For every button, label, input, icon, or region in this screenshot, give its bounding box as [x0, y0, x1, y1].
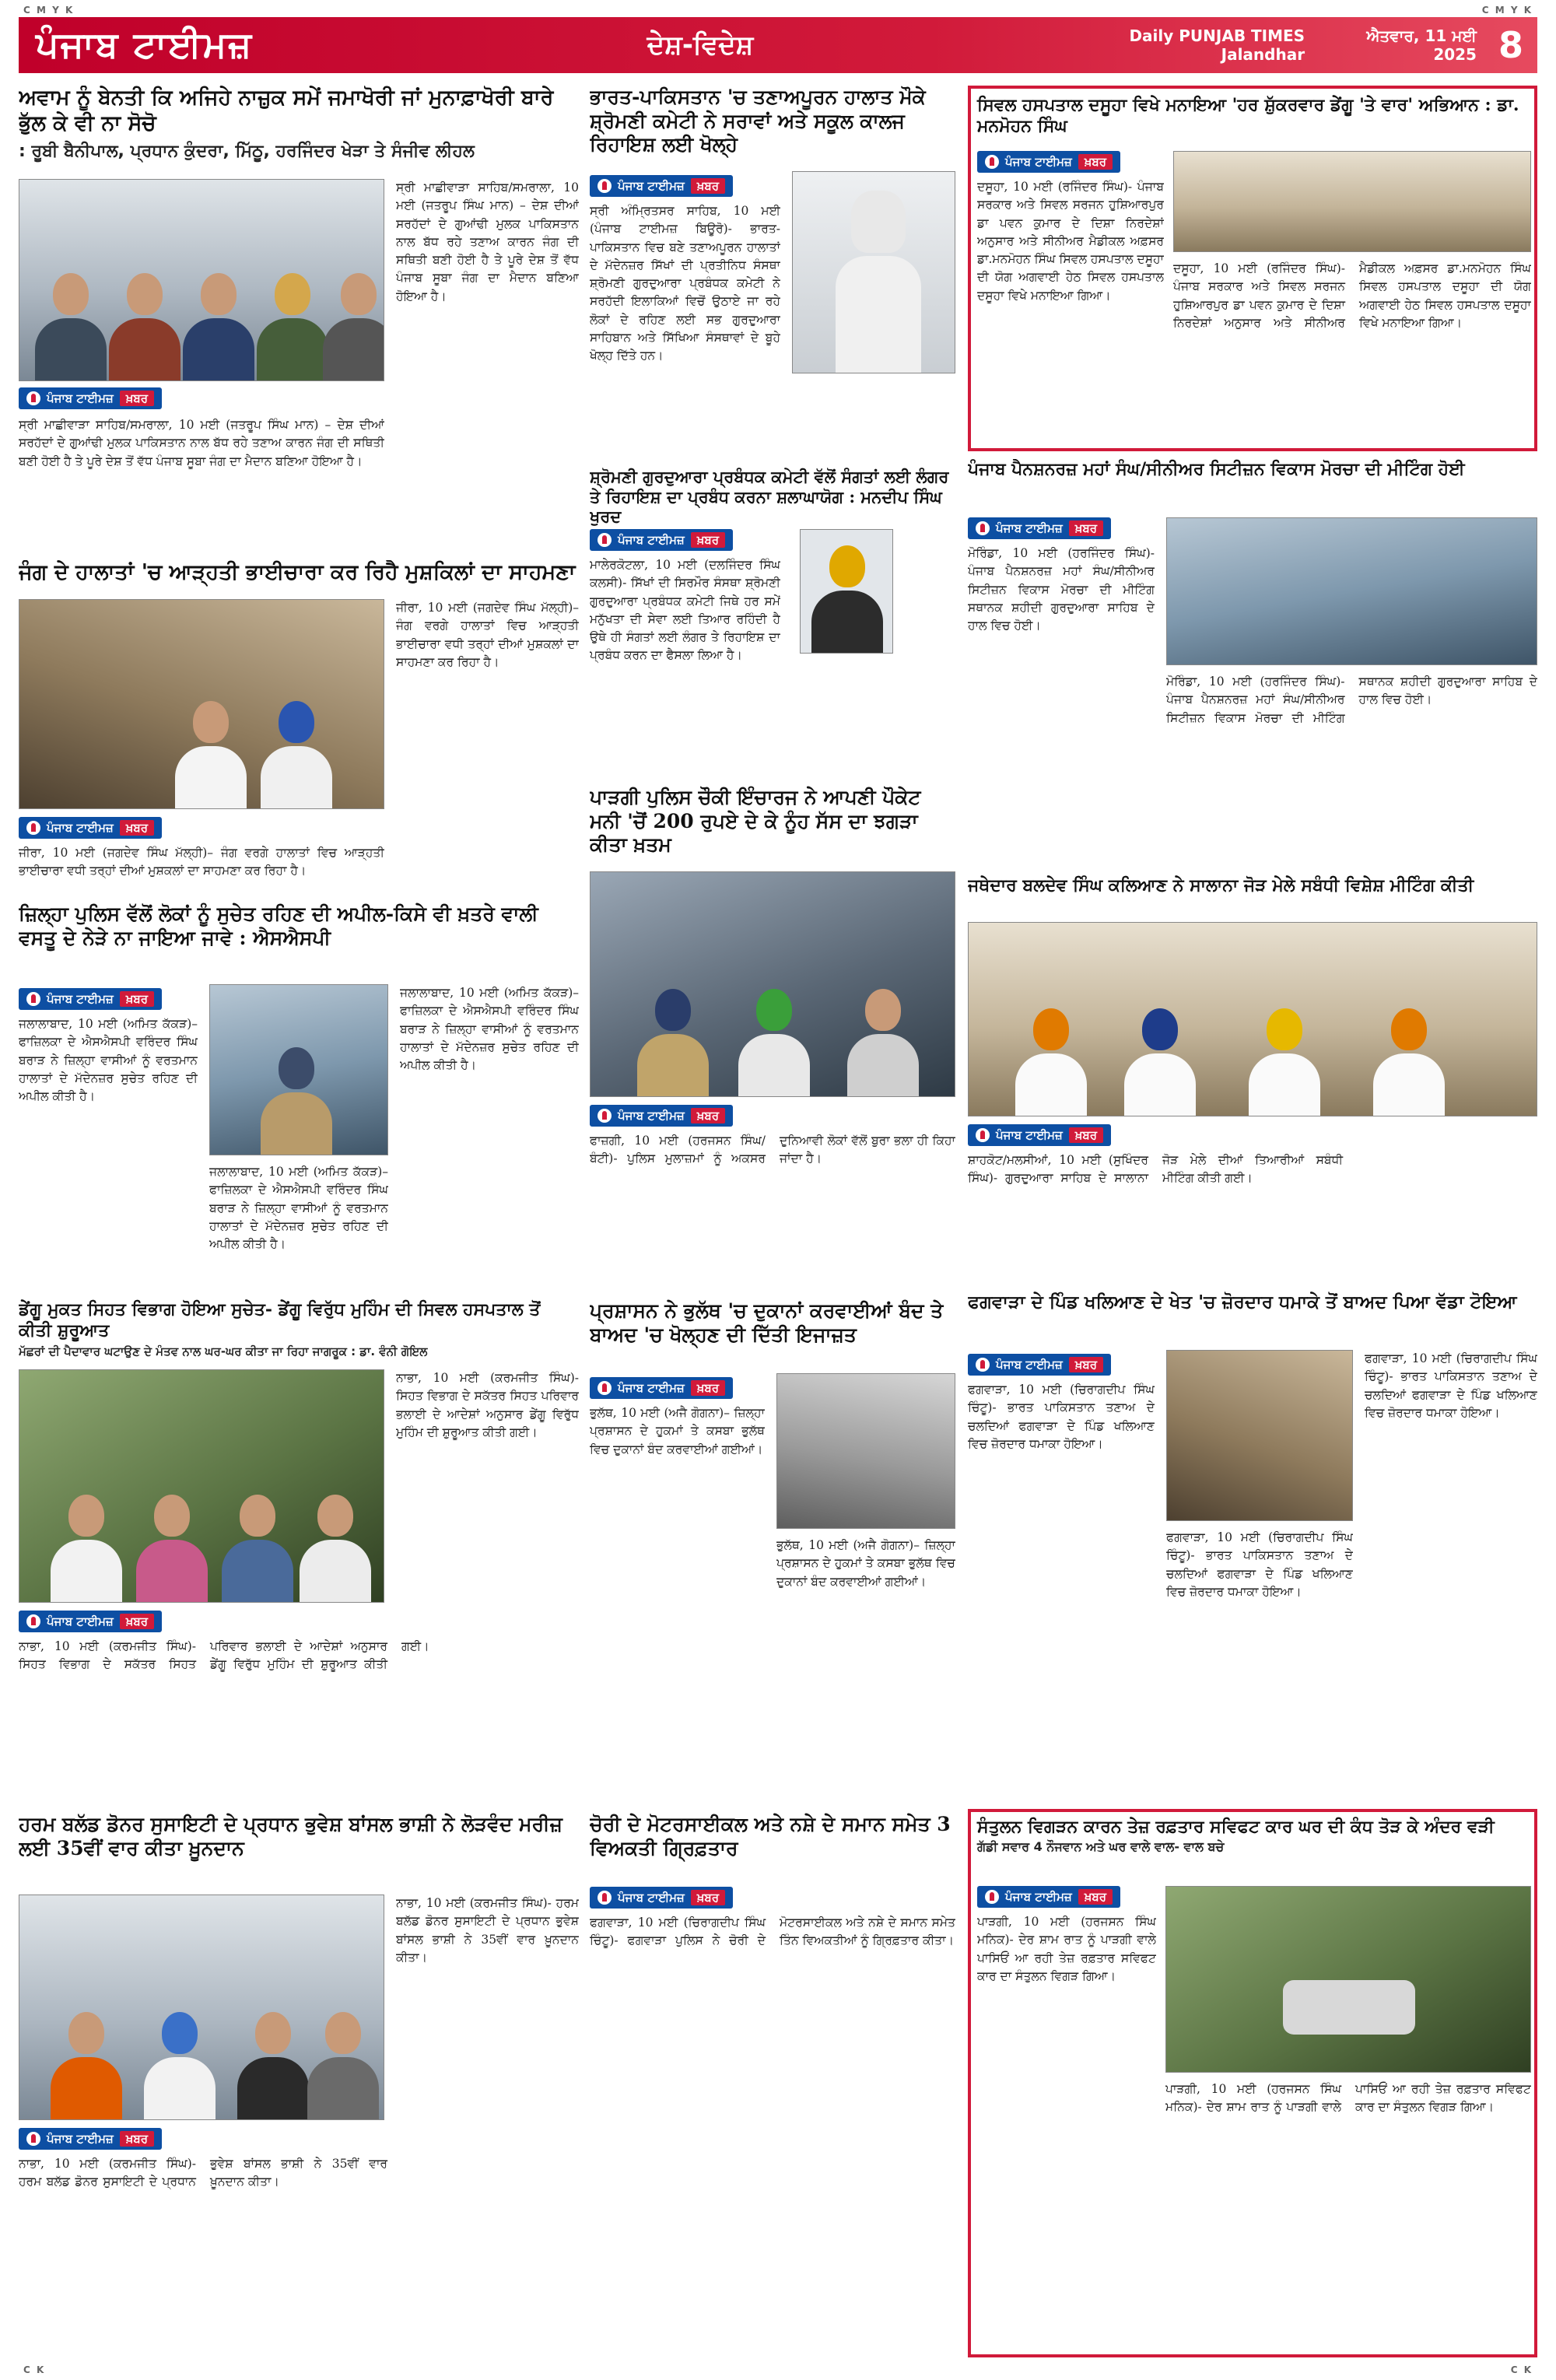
article-byline: ਪੰਜਾਬ ਟਾਈਮਜ਼ ਖ਼ਬਰ	[19, 1611, 162, 1632]
article-headline: ਪਾੜਗੀ ਪੁਲਿਸ ਚੌਕੀ ਇੰਚਾਰਜ ਨੇ ਆਪਣੀ ਪੌਕੇਟ ਮਨੀ 'ਚੋਂ 200 ਰੁਪਏ ਦੇ ਕੇ ਨੂੰਹ ਸੱਸ ਦਾ ਝਗੜਾ ਕੀਤਾ ਖ਼ਤਮ	[590, 786, 921, 856]
article-byline: ਪੰਜਾਬ ਟਾਈਮਜ਼ ਖ਼ਬਰ	[968, 1124, 1111, 1146]
article-body: ਸ੍ਰੀ ਅੰਮ੍ਰਿਤਸਰ ਸਾਹਿਬ, 10 ਮਈ (ਪੰਜਾਬ ਟਾਈਮਜ਼ ਬਿਊਰੋ)- ਭਾਰਤ-ਪਾਕਿਸਤਾਨ ਵਿਚ ਬਣੇ ਤਣਾਅਪੂਰਨ ਹਾਲਾਤਾਂ ਦੇ ਮੱਦੇਨਜ਼ਰ ਸਿੱਖਾਂ ਦੀ ਪ੍ਰਤੀਨਿਧ ਸੰਸਥਾ ਸ਼੍ਰੋਮਣੀ ਗੁਰਦੁਆਰਾ ਪ੍ਰਬੰਧਕ ਕਮੇਟੀ ਨੇ ਸਰਹੱਦੀ ਇਲਾਕਿਆਂ ਵਿਚੋਂ ਉਠਾਏ ਜਾ ਰਹੇ ਲੋਕਾਂ ਦੇ ਰਹਿਣ ਲਈ ਸਭ ਗੁਰਦੁਆਰਾ ਸਾਹਿਬਾਨ ਅਤੇ ਸਿੱਖਿਆ ਸੰਸਥਾਵਾਂ ਦੇ ਬੂਹੇ ਖੋਲ੍ਹ ਦਿੱਤੇ ਹਨ।	[590, 204, 780, 363]
article-byline: ਪੰਜਾਬ ਟਾਈਮਜ਼ ਖ਼ਬਰ	[590, 175, 733, 197]
article-body: ਜਲਾਲਾਬਾਦ, 10 ਮਈ (ਅਮਿਤ ਕੱਕੜ)– ਫਾਜ਼ਿਲਕਾ ਦੇ ਐਸਐਸਪੀ ਵਰਿੰਦਰ ਸਿੰਘ ਬਰਾੜ ਨੇ ਜ਼ਿਲ੍ਹਾ ਵਾਸੀਆਂ ਨੂੰ ਵਰਤਮਾਨ ਹਾਲਾਤਾਂ ਦੇ ਮੱਦੇਨਜ਼ਰ ਸੁਚੇਤ ਰਹਿਣ ਦੀ ਅਪੀਲ ਕੀਤੀ ਹੈ।	[19, 1017, 198, 1103]
lamp-icon	[26, 821, 40, 835]
article-byline: ਪੰਜਾਬ ਟਾਈਮਜ਼ ਖ਼ਬਰ	[590, 529, 733, 551]
article-hoarding-appeal	[19, 86, 579, 552]
article-body: ਮਾਲੇਰਕੋਟਲਾ, 10 ਮਈ (ਦਲਜਿੰਦਰ ਸਿੰਘ ਕਲਸੀ)- ਸਿੱਖਾਂ ਦੀ ਸਿਰਮੌਰ ਸੰਸਥਾ ਸ਼੍ਰੋਮਣੀ ਗੁਰਦੁਆਰਾ ਪ੍ਰਬੰਧਕ ਕਮੇਟੀ ਜਿਥੇ ਹਰ ਸਮੇਂ ਮਨੁੱਖਤਾ ਦੀ ਸੇਵਾ ਲਈ ਤਿਆਰ ਰਹਿੰਦੀ ਹੈ ਉਥੇ ਹੀ ਸੰਗਤਾਂ ਲਈ ਲੰਗਰ ਤੇ ਰਿਹਾਇਸ਼ ਦਾ ਪ੍ਰਬੰਧ ਕਰਨ ਦਾ ਫੈਸਲਾ ਲਿਆ ਹੈ।	[590, 558, 780, 663]
lamp-icon	[598, 1381, 612, 1395]
article-body-column: ਭੁਲੱਥ, 10 ਮਈ (ਅਜੈ ਗੋਗਨਾ)– ਜ਼ਿਲ੍ਹਾ ਪ੍ਰਸ਼ਾਸਨ ਦੇ ਹੁਕਮਾਂ ਤੇ ਕਸਬਾ ਭੁਲੱਥ ਵਿਚ ਦੁਕਾਨਾਂ ਬੰਦ ਕਰਵਾਈਆਂ ਗਈਆਂ।	[776, 1538, 955, 1589]
page-number: 8	[1498, 24, 1523, 66]
lamp-icon	[976, 521, 990, 535]
article-body-column-2: ਜਲਾਲਾਬਾਦ, 10 ਮਈ (ਅਮਿਤ ਕੱਕੜ)– ਫਾਜ਼ਿਲਕਾ ਦੇ ਐਸਐਸਪੀ ਵਰਿੰਦਰ ਸਿੰਘ ਬਰਾੜ ਨੇ ਜ਼ਿਲ੍ਹਾ ਵਾਸੀਆਂ ਨੂੰ ਵਰਤਮਾਨ ਹਾਲਾਤਾਂ ਦੇ ਮੱਦੇਨਜ਼ਰ ਸੁਚੇਤ ਰਹਿਣ ਦੀ ਅਪੀਲ ਕੀਤੀ ਹੈ।	[400, 986, 579, 1072]
article-headline: ਸਿਵਲ ਹਸਪਤਾਲ ਦਸੂਹਾ ਵਿਖੇ ਮਨਾਇਆ 'ਹਰ ਸ਼ੁੱਕਰਵਾਰ ਡੇਂਗੂ 'ਤੇ ਵਾਰ' ਅਭਿਆਨ : ਡਾ. ਮਨਮੋਹਨ ਸਿੰਘ	[977, 95, 1519, 136]
article-photo	[590, 871, 955, 1097]
article-body: ਸ੍ਰੀ ਮਾਛੀਵਾੜਾ ਸਾਹਿਬ/ਸਮਰਾਲਾ, 10 ਮਈ (ਜਤਰੂਪ ਸਿੰਘ ਮਾਨ) – ਦੇਸ਼ ਦੀਆਂ ਸਰਹੱਦਾਂ ਦੇ ਗੁਆਂਢੀ ਮੁਲਕ ਪਾਕਿਸਤਾਨ ਨਾਲ ਬੱਧ ਰਹੇ ਤਣਾਅ ਕਾਰਨ ਜੰਗ ਦੀ ਸਥਿਤੀ ਬਣੀ ਹੋਈ ਹੈ ਤੇ ਪੂਰੇ ਦੇਸ਼ ਤੋਂ ਵੱਧ ਪੰਜਾਬ ਸੂਬਾ ਜੰਗ ਦਾ ਮੈਦਾਨ ਬਣਿਆ ਹੋਇਆ ਹੈ।	[19, 418, 384, 468]
article-headline: ਸੰਤੁਲਨ ਵਿਗੜਨ ਕਾਰਨ ਤੇਜ਼ ਰਫ਼ਤਾਰ ਸਵਿਫਟ ਕਾਰ ਘਰ ਦੀ ਕੰਧ ਤੋੜ ਕੇ ਅੰਦਰ ਵੜੀ	[977, 1817, 1495, 1837]
lamp-icon	[598, 1891, 612, 1905]
newspaper-logo: ਪੰਜਾਬ ਟਾਈਮਜ਼	[36, 23, 254, 65]
article-photo	[776, 1373, 955, 1529]
lamp-icon	[985, 155, 999, 169]
registration-mark-top-right: C M Y K	[1481, 5, 1533, 16]
masthead-meta	[1055, 24, 1537, 66]
article-headline: ਫਗਵਾੜਾ ਦੇ ਪਿੰਡ ਖਲਿਆਣ ਦੇ ਖੇਤ 'ਚ ਜ਼ੋਰਦਾਰ ਧਮਾਕੇ ਤੋਂ ਬਾਅਦ ਪਿਆ ਵੱਡਾ ਟੋਇਆ	[968, 1292, 1517, 1313]
article-byline: ਪੰਜਾਬ ਟਾਈਮਜ਼ ਖ਼ਬਰ	[19, 988, 162, 1010]
masthead	[19, 17, 1537, 73]
lamp-icon	[26, 1614, 40, 1628]
article-sgpc-shelters	[590, 86, 955, 459]
article-dengue-friday	[968, 86, 1537, 451]
article-body: ਭੁਲੱਥ, 10 ਮਈ (ਅਜੈ ਗੋਗਨਾ)– ਜ਼ਿਲ੍ਹਾ ਪ੍ਰਸ਼ਾਸਨ ਦੇ ਹੁਕਮਾਂ ਤੇ ਕਸਬਾ ਭੁਲੱਥ ਵਿਚ ਦੁਕਾਨਾਂ ਬੰਦ ਕਰਵਾਈਆਂ ਗਈਆਂ।	[590, 1406, 765, 1456]
article-subhead: ਗੱਡੀ ਸਵਾਰ 4 ਨੌਜਵਾਨ ਅਤੇ ਘਰ ਵਾਲੇ ਵਾਲ- ਵਾਲ ਬਚੇ	[977, 1838, 1225, 1854]
article-pensioners-meeting	[968, 459, 1537, 864]
article-headline: ਸ਼੍ਰੋਮਣੀ ਗੁਰਦੁਆਰਾ ਪ੍ਰਬੰਧਕ ਕਮੇਟੀ ਵੱਲੋਂ ਸੰਗਤਾਂ ਲਈ ਲੰਗਰ ਤੇ ਰਿਹਾਇਸ਼ ਦਾ ਪ੍ਰਬੰਧ ਕਰਨਾ ਸ਼ਲਾਘਾਯੋਗ : ਮਨਦੀਪ ਸਿੰਘ ਖੁਰਦ	[590, 467, 949, 527]
article-byline: ਪੰਜਾਬ ਟਾਈਮਜ਼ ਖ਼ਬਰ	[19, 2128, 162, 2150]
article-body: ਦਸੂਹਾ, 10 ਮਈ (ਰਜਿੰਦਰ ਸਿੰਘ)- ਪੰਜਾਬ ਸਰਕਾਰ ਅਤੇ ਸਿਵਲ ਸਰਜਨ ਹੁਸ਼ਿਆਰਪੁਰ ਡਾ ਪਵਨ ਕੁਮਾਰ ਦੇ ਦਿਸ਼ਾ ਨਿਰਦੇਸ਼ਾਂ ਅਨੁਸਾਰ ਅਤੇ ਸੀਨੀਅਰ ਮੈਡੀਕਲ ਅਫ਼ਸਰ ਡਾ.ਮਨਮੋਹਨ ਸਿੰਘ ਸਿਵਲ ਹਸਪਤਾਲ ਦਸੂਹਾ ਦੀ ਯੋਗ ਅਗਵਾਈ ਹੇਠ ਸਿਵਲ ਹਸਪਤਾਲ ਦਸੂਹਾ ਵਿਖੇ ਮਨਾਇਆ ਗਿਆ।	[977, 180, 1164, 303]
article-swift-car-accident	[968, 1809, 1537, 2357]
article-photo	[800, 529, 893, 654]
article-subhead: : ਰੂਬੀ ਬੈਨੀਪਾਲ, ਪ੍ਰਧਾਨ ਕੁੰਦਰਾ, ਮਿੱਠੂ, ਹਰਜਿੰਦਰ ਖੇੜਾ ਤੇ ਸੰਜੀਵ ਲੀਹਲ	[19, 141, 475, 161]
article-stolen-motorcycle	[590, 1813, 955, 2357]
lamp-icon	[598, 179, 612, 193]
article-body-column-2: ਫਗਵਾੜਾ, 10 ਮਈ (ਚਿਰਾਗਦੀਪ ਸਿੰਘ ਚਿੰਟੂ)- ਭਾਰਤ ਪਾਕਿਸਤਾਨ ਤਣਾਅ ਦੇ ਚਲਦਿਆਂ ਫਗਵਾੜਾ ਦੇ ਪਿੰਡ ਖਲਿਆਣ ਵਿਚ ਜ਼ੋਰਦਾਰ ਧਮਾਕਾ ਹੋਇਆ।	[1166, 1530, 1353, 1599]
article-blood-donation	[19, 1813, 579, 2357]
article-photo	[1166, 1350, 1353, 1521]
article-dengue-campaign	[19, 1299, 579, 1797]
registration-mark-top-left: C M Y K	[23, 5, 75, 16]
article-photo	[19, 599, 384, 809]
article-headline: ਪ੍ਰਸ਼ਾਸਨ ਨੇ ਭੁਲੱਥ 'ਚ ਦੁਕਾਨਾਂ ਕਰਵਾਈਆਂ ਬੰਦ ਤੇ ਬਾਅਦ 'ਚ ਖੋਲ੍ਹਣ ਦੀ ਦਿੱਤੀ ਇਜਾਜ਼ਤ	[590, 1299, 944, 1346]
lamp-icon	[976, 1358, 990, 1372]
lamp-icon	[976, 1128, 990, 1142]
article-headline: ਹਰਮ ਬਲੱਡ ਡੋਨਰ ਸੁਸਾਇਟੀ ਦੇ ਪ੍ਰਧਾਨ ਭੁਵੇਸ਼ ਬਾਂਸਲ ਭਾਸ਼ੀ ਨੇ ਲੋੜਵੰਦ ਮਰੀਜ਼ ਲਈ 35ਵੀਂ ਵਾਰ ਕੀਤਾ ਖ਼ੂਨਦਾਨ	[19, 1813, 562, 1859]
article-byline: ਪੰਜਾਬ ਟਾਈਮਜ਼ ਖ਼ਬਰ	[590, 1377, 733, 1399]
paper-name: Daily PUNJAB TIMES Jalandhar	[1129, 26, 1305, 64]
article-headline: ਪੰਜਾਬ ਪੈਨਸ਼ਨਰਜ਼ ਮਹਾਂ ਸੰਘ/ਸੀਨੀਅਰ ਸਿਟੀਜ਼ਨ ਵਿਕਾਸ ਮੋਰਚਾ ਦੀ ਮੀਟਿੰਗ ਹੋਈ	[968, 459, 1465, 479]
lamp-icon	[985, 1890, 999, 1904]
article-byline: ਪੰਜਾਬ ਟਾਈਮਜ਼ ਖ਼ਬਰ	[968, 1354, 1111, 1376]
article-headline: ਅਵਾਮ ਨੂੰ ਬੇਨਤੀ ਕਿ ਅਜਿਹੇ ਨਾਜ਼ੁਕ ਸਮੇਂ ਜਮਾਖੋਰੀ ਜਾਂ ਮੁਨਾਫ਼ਾਖੋਰੀ ਬਾਰੇ ਭੁੱਲ ਕੇ ਵੀ ਨਾ ਸੋਚੋ	[19, 86, 554, 135]
section-title: ਦੇਸ਼-ਵਿਦੇਸ਼	[647, 30, 754, 61]
article-body-column: ਜਲਾਲਾਬਾਦ, 10 ਮਈ (ਅਮਿਤ ਕੱਕੜ)– ਫਾਜ਼ਿਲਕਾ ਦੇ ਐਸਐਸਪੀ ਵਰਿੰਦਰ ਸਿੰਘ ਬਰਾੜ ਨੇ ਜ਼ਿਲ੍ਹਾ ਵਾਸੀਆਂ ਨੂੰ ਵਰਤਮਾਨ ਹਾਲਾਤਾਂ ਦੇ ਮੱਦੇਨਜ਼ਰ ਸੁਚੇਤ ਰਹਿਣ ਦੀ ਅਪੀਲ ਕੀਤੀ ਹੈ।	[209, 1165, 388, 1251]
article-body: ਫਗਵਾੜਾ, 10 ਮਈ (ਚਿਰਾਗਦੀਪ ਸਿੰਘ ਚਿੰਟੂ)- ਭਾਰਤ ਪਾਕਿਸਤਾਨ ਤਣਾਅ ਦੇ ਚਲਦਿਆਂ ਫਗਵਾੜਾ ਦੇ ਪਿੰਡ ਖਲਿਆਣ ਵਿਚ ਜ਼ੋਰਦਾਰ ਧਮਾਕਾ ਹੋਇਆ।	[968, 1383, 1155, 1451]
article-photo	[19, 1369, 384, 1603]
article-headline: ਚੋਰੀ ਦੇ ਮੋਟਰਸਾਈਕਲ ਅਤੇ ਨਸ਼ੇ ਦੇ ਸਮਾਨ ਸਮੇਤ 3 ਵਿਅਕਤੀ ਗ੍ਰਿਫ਼ਤਾਰ	[590, 1813, 951, 1859]
article-body-column: ਨਾਭਾ, 10 ਮਈ (ਕਰਮਜੀਤ ਸਿੰਘ)- ਹਰਮ ਬਲੱਡ ਡੋਨਰ ਸੁਸਾਇਟੀ ਦੇ ਪ੍ਰਧਾਨ ਭੁਵੇਸ਼ ਬਾਂਸਲ ਭਾਸ਼ੀ ਨੇ 35ਵੀਂ ਵਾਰ ਖ਼ੂਨਦਾਨ ਕੀਤਾ।	[396, 1896, 579, 1965]
article-photo	[968, 922, 1537, 1116]
article-photo	[1166, 517, 1537, 665]
article-jor-mela-meeting	[968, 875, 1537, 1280]
article-photo	[1173, 151, 1531, 252]
article-body: ਪਾੜਗੀ, 10 ਮਈ (ਹਰਜਸਨ ਸਿੰਘ ਮਨਿਕ)- ਦੇਰ ਸ਼ਾਮ ਰਾਤ ਨੂੰ ਪਾੜਗੀ ਵਾਲੇ ਪਾਸਿਓਂ ਆ ਰਹੀ ਤੇਜ਼ ਰਫ਼ਤਾਰ ਸਵਿਫਟ ਕਾਰ ਦਾ ਸੰਤੁਲਨ ਵਿਗੜ ਗਿਆ।	[977, 1915, 1156, 1983]
article-body: ਨਾਭਾ, 10 ਮਈ (ਕਰਮਜੀਤ ਸਿੰਘ)- ਹਰਮ ਬਲੱਡ ਡੋਨਰ ਸੁਸਾਇਟੀ ਦੇ ਪ੍ਰਧਾਨ ਭੁਵੇਸ਼ ਬਾਂਸਲ ਭਾਸ਼ੀ ਨੇ 35ਵੀਂ ਵਾਰ ਖ਼ੂਨਦਾਨ ਕੀਤਾ।	[19, 2157, 387, 2189]
article-subhead: ਮੱਛਰਾਂ ਦੀ ਪੈਦਾਵਾਰ ਘਟਾਉਣ ਦੇ ਮੰਤਵ ਨਾਲ ਘਰ-ਘਰ ਕੀਤਾ ਜਾ ਰਿਹਾ ਜਾਗਰੂਕ : ਡਾ. ਵੰਨੀ ਗੋਇਲ	[19, 1344, 428, 1358]
registration-mark-bottom-left: C K	[23, 2364, 46, 2375]
lamp-icon	[26, 2132, 40, 2146]
lamp-icon	[26, 992, 40, 1006]
article-body: ਨਾਭਾ, 10 ਮਈ (ਕਰਮਜੀਤ ਸਿੰਘ)- ਸਿਹਤ ਵਿਭਾਗ ਦੇ ਸਕੱਤਰ ਸਿਹਤ ਪਰਿਵਾਰ ਭਲਾਈ ਦੇ ਆਦੇਸ਼ਾਂ ਅਨੁਸਾਰ ਡੇਂਗੂ ਵਿਰੁੱਧ ਮੁਹਿੰਮ ਦੀ ਸ਼ੁਰੂਆਤ ਕੀਤੀ ਗਈ।	[19, 1639, 429, 1672]
article-headline: ਭਾਰਤ-ਪਾਕਿਸਤਾਨ 'ਚ ਤਣਾਅਪੂਰਨ ਹਾਲਾਤ ਮੌਕੇ ਸ਼੍ਰੋਮਣੀ ਕਮੇਟੀ ਨੇ ਸਰਾਵਾਂ ਅਤੇ ਸਕੂਲ ਕਾਲਜ ਰਿਹਾਇਸ਼ ਲਈ ਖੋਲ੍ਹੇ	[590, 86, 926, 156]
article-byline: ਪੰਜਾਬ ਟਾਈਮਜ਼ ਖ਼ਬਰ	[977, 1886, 1120, 1908]
article-body-column: ਦਸੂਹਾ, 10 ਮਈ (ਰਜਿੰਦਰ ਸਿੰਘ)- ਪੰਜਾਬ ਸਰਕਾਰ ਅਤੇ ਸਿਵਲ ਸਰਜਨ ਹੁਸ਼ਿਆਰਪੁਰ ਡਾ ਪਵਨ ਕੁਮਾਰ ਦੇ ਦਿਸ਼ਾ ਨਿਰਦੇਸ਼ਾਂ ਅਨੁਸਾਰ ਅਤੇ ਸੀਨੀਅਰ ਮੈਡੀਕਲ ਅਫ਼ਸਰ ਡਾ.ਮਨਮੋਹਨ ਸਿੰਘ ਸਿਵਲ ਹਸਪਤਾਲ ਦਸੂਹਾ ਦੀ ਯੋਗ ਅਗਵਾਈ ਹੇਠ ਸਿਵਲ ਹਸਪਤਾਲ ਦਸੂਹਾ ਵਿਖੇ ਮਨਾਇਆ ਗਿਆ।	[1173, 261, 1531, 330]
article-body: ਸ਼ਾਹਕੋਟ/ਮਲਸੀਆਂ, 10 ਮਈ (ਸੁਖਿੰਦਰ ਸਿੰਘ)- ਗੁਰਦੁਆਰਾ ਸਾਹਿਬ ਦੇ ਸਾਲਾਨਾ ਜੋੜ ਮੇਲੇ ਦੀਆਂ ਤਿਆਰੀਆਂ ਸਬੰਧੀ ਮੀਟਿੰਗ ਕੀਤੀ ਗਈ।	[968, 1153, 1343, 1186]
lamp-icon	[598, 533, 612, 547]
article-body-column: ਸ੍ਰੀ ਮਾਛੀਵਾੜਾ ਸਾਹਿਬ/ਸਮਰਾਲਾ, 10 ਮਈ (ਜਤਰੂਪ ਸਿੰਘ ਮਾਨ) – ਦੇਸ਼ ਦੀਆਂ ਸਰਹੱਦਾਂ ਦੇ ਗੁਆਂਢੀ ਮੁਲਕ ਪਾਕਿਸਤਾਨ ਨਾਲ ਬੱਧ ਰਹੇ ਤਣਾਅ ਕਾਰਨ ਜੰਗ ਦੀ ਸਥਿਤੀ ਬਣੀ ਹੋਈ ਹੈ ਤੇ ਪੂਰੇ ਦੇਸ਼ ਤੋਂ ਵੱਧ ਪੰਜਾਬ ਸੂਬਾ ਜੰਗ ਦਾ ਮੈਦਾਨ ਬਣਿਆ ਹੋਇਆ ਹੈ।	[396, 181, 579, 303]
article-byline: ਪੰਜਾਬ ਟਾਈਮਜ਼ ਖ਼ਬਰ	[590, 1887, 733, 1909]
article-body: ਜੀਰਾ, 10 ਮਈ (ਜਗਦੇਵ ਸਿੰਘ ਮੱਲ੍ਹੀ)– ਜੰਗ ਵਰਗੇ ਹਾਲਾਤਾਂ ਵਿਚ ਆੜ੍ਹਤੀ ਭਾਈਚਾਰਾ ਵਧੀ ਤਰ੍ਹਾਂ ਦੀਆਂ ਮੁਸ਼ਕਲਾਂ ਦਾ ਸਾਹਮਣਾ ਕਰ ਰਿਹਾ ਹੈ।	[19, 846, 384, 878]
issue-date: ਐਤਵਾਰ, 11 ਮਈ 2025	[1366, 26, 1477, 64]
article-body: ਮੋਰਿੰਡਾ, 10 ਮਈ (ਹਰਜਿੰਦਰ ਸਿੰਘ)- ਪੰਜਾਬ ਪੈਨਸ਼ਨਰਜ਼ ਮਹਾਂ ਸੰਘ/ਸੀਨੀਅਰ ਸਿਟੀਜ਼ਨ ਵਿਕਾਸ ਮੋਰਚਾ ਦੀ ਮੀਟਿੰਗ ਸਥਾਨਕ ਸ਼ਹੀਦੀ ਗੁਰਦੁਆਰਾ ਸਾਹਿਬ ਦੇ ਹਾਲ ਵਿਚ ਹੋਈ।	[968, 546, 1155, 633]
article-body-column: ਫਗਵਾੜਾ, 10 ਮਈ (ਚਿਰਾਗਦੀਪ ਸਿੰਘ ਚਿੰਟੂ)- ਭਾਰਤ ਪਾਕਿਸਤਾਨ ਤਣਾਅ ਦੇ ਚਲਦਿਆਂ ਫਗਵਾੜਾ ਦੇ ਪਿੰਡ ਖਲਿਆਣ ਵਿਚ ਜ਼ੋਰਦਾਰ ਧਮਾਕਾ ਹੋਇਆ।	[1365, 1351, 1537, 1420]
article-photo	[19, 179, 384, 381]
article-body-column: ਪਾੜਗੀ, 10 ਮਈ (ਹਰਜਸਨ ਸਿੰਘ ਮਨਿਕ)- ਦੇਰ ਸ਼ਾਮ ਰਾਤ ਨੂੰ ਪਾੜਗੀ ਵਾਲੇ ਪਾਸਿਓਂ ਆ ਰਹੀ ਤੇਜ਼ ਰਫ਼ਤਾਰ ਸਵਿਫਟ ਕਾਰ ਦਾ ਸੰਤੁਲਨ ਵਿਗੜ ਗਿਆ।	[1165, 2082, 1531, 2115]
article-headline: ਜਥੇਦਾਰ ਬਲਦੇਵ ਸਿੰਘ ਕਲਿਆਣ ਨੇ ਸਾਲਾਨਾ ਜੋੜ ਮੇਲੇ ਸਬੰਧੀ ਵਿਸ਼ੇਸ਼ ਮੀਟਿੰਗ ਕੀਤੀ	[968, 875, 1474, 896]
article-photo	[19, 1895, 384, 2120]
article-arhtiya-difficulties	[19, 560, 579, 887]
article-langar-arrangements	[590, 467, 955, 778]
article-byline: ਪੰਜਾਬ ਟਾਈਮਜ਼ ਖ਼ਬਰ	[19, 817, 162, 839]
lamp-icon	[598, 1109, 612, 1123]
article-byline: ਪੰਜਾਬ ਟਾਈਮਜ਼ ਖ਼ਬਰ	[977, 151, 1120, 173]
article-headline: ਜ਼ਿਲ੍ਹਾ ਪੁਲਿਸ ਵੱਲੋਂ ਲੋਕਾਂ ਨੂੰ ਸੁਚੇਤ ਰਹਿਣ ਦੀ ਅਪੀਲ-ਕਿਸੇ ਵੀ ਖ਼ਤਰੇ ਵਾਲੀ ਵਸਤੂ ਦੇ ਨੇੜੇ ਨਾ ਜਾਇਆ ਜਾਵੇ : ਐਸਐਸਪੀ	[19, 903, 538, 949]
article-byline: ਪੰਜਾਬ ਟਾਈਮਜ਼ ਖ਼ਬਰ	[590, 1105, 733, 1127]
article-body-column: ਨਾਭਾ, 10 ਮਈ (ਕਰਮਜੀਤ ਸਿੰਘ)- ਸਿਹਤ ਵਿਭਾਗ ਦੇ ਸਕੱਤਰ ਸਿਹਤ ਪਰਿਵਾਰ ਭਲਾਈ ਦੇ ਆਦੇਸ਼ਾਂ ਅਨੁਸਾਰ ਡੇਂਗੂ ਵਿਰੁੱਧ ਮੁਹਿੰਮ ਦੀ ਸ਼ੁਰੂਆਤ ਕੀਤੀ ਗਈ।	[396, 1371, 579, 1439]
article-body-column: ਮੋਰਿੰਡਾ, 10 ਮਈ (ਹਰਜਿੰਦਰ ਸਿੰਘ)- ਪੰਜਾਬ ਪੈਨਸ਼ਨਰਜ਼ ਮਹਾਂ ਸੰਘ/ਸੀਨੀਅਰ ਸਿਟੀਜ਼ਨ ਵਿਕਾਸ ਮੋਰਚਾ ਦੀ ਮੀਟਿੰਗ ਸਥਾਨਕ ਸ਼ਹੀਦੀ ਗੁਰਦੁਆਰਾ ਸਾਹਿਬ ਦੇ ਹਾਲ ਵਿਚ ਹੋਈ।	[1166, 675, 1537, 725]
article-photo	[209, 984, 388, 1155]
article-photo	[1165, 1886, 1531, 2073]
article-bhulath-shops	[590, 1299, 955, 1797]
registration-mark-bottom-right: C K	[1510, 2364, 1533, 2375]
article-photo	[792, 171, 955, 373]
article-body-column: ਜੀਰਾ, 10 ਮਈ (ਜਗਦੇਵ ਸਿੰਘ ਮੱਲ੍ਹੀ)– ਜੰਗ ਵਰਗੇ ਹਾਲਾਤਾਂ ਵਿਚ ਆੜ੍ਹਤੀ ਭਾਈਚਾਰਾ ਵਧੀ ਤਰ੍ਹਾਂ ਦੀਆਂ ਮੁਸ਼ਕਲਾਂ ਦਾ ਸਾਹਮਣਾ ਕਰ ਰਿਹਾ ਹੈ।	[396, 601, 579, 669]
article-police-appeal	[19, 903, 579, 1292]
article-body: ਫਾਜ਼ਗੀ, 10 ਮਈ (ਹਰਜਸਨ ਸਿੰਘ/ਬੰਟੀ)- ਪੁਲਿਸ ਮੁਲਾਜ਼ਮਾਂ ਨੂੰ ਅਕਸਰ ਦੁਨਿਆਵੀ ਲੋਕਾਂ ਵੱਲੋਂ ਬੁਰਾ ਭਲਾ ਹੀ ਕਿਹਾ ਜਾਂਦਾ ਹੈ।	[590, 1134, 955, 1166]
article-byline: ਪੰਜਾਬ ਟਾਈਮਜ਼ ਖ਼ਬਰ	[19, 387, 162, 409]
lamp-icon	[26, 391, 40, 405]
article-byline: ਪੰਜਾਬ ਟਾਈਮਜ਼ ਖ਼ਬਰ	[968, 517, 1111, 539]
article-headline: ਜੰਗ ਦੇ ਹਾਲਾਤਾਂ 'ਚ ਆੜ੍ਹਤੀ ਭਾਈਚਾਰਾ ਕਰ ਰਿਹੈ ਮੁਸ਼ਕਿਲਾਂ ਦਾ ਸਾਹਮਣਾ	[19, 560, 576, 584]
article-headline: ਡੇਂਗੂ ਮੁਕਤ ਸਿਹਤ ਵਿਭਾਗ ਹੋਇਆ ਸੁਚੇਤ- ਡੇਂਗੂ ਵਿਰੁੱਧ ਮੁਹਿੰਮ ਦੀ ਸਿਵਲ ਹਸਪਤਾਲ ਤੋਂ ਕੀਤੀ ਸ਼ੁਰੂਆਤ	[19, 1299, 541, 1341]
article-phagwara-blast	[968, 1292, 1537, 1797]
article-body: ਫਗਵਾੜਾ, 10 ਮਈ (ਚਿਰਾਗਦੀਪ ਸਿੰਘ ਚਿੰਟੂ)- ਫਗਵਾੜਾ ਪੁਲਿਸ ਨੇ ਚੋਰੀ ਦੇ ਮੋਟਰਸਾਈਕਲ ਅਤੇ ਨਸ਼ੇ ਦੇ ਸਮਾਨ ਸਮੇਤ ਤਿੰਨ ਵਿਅਕਤੀਆਂ ਨੂੰ ਗ੍ਰਿਫ਼ਤਾਰ ਕੀਤਾ।	[590, 1916, 955, 1948]
article-police-200-rupees	[590, 786, 955, 1284]
